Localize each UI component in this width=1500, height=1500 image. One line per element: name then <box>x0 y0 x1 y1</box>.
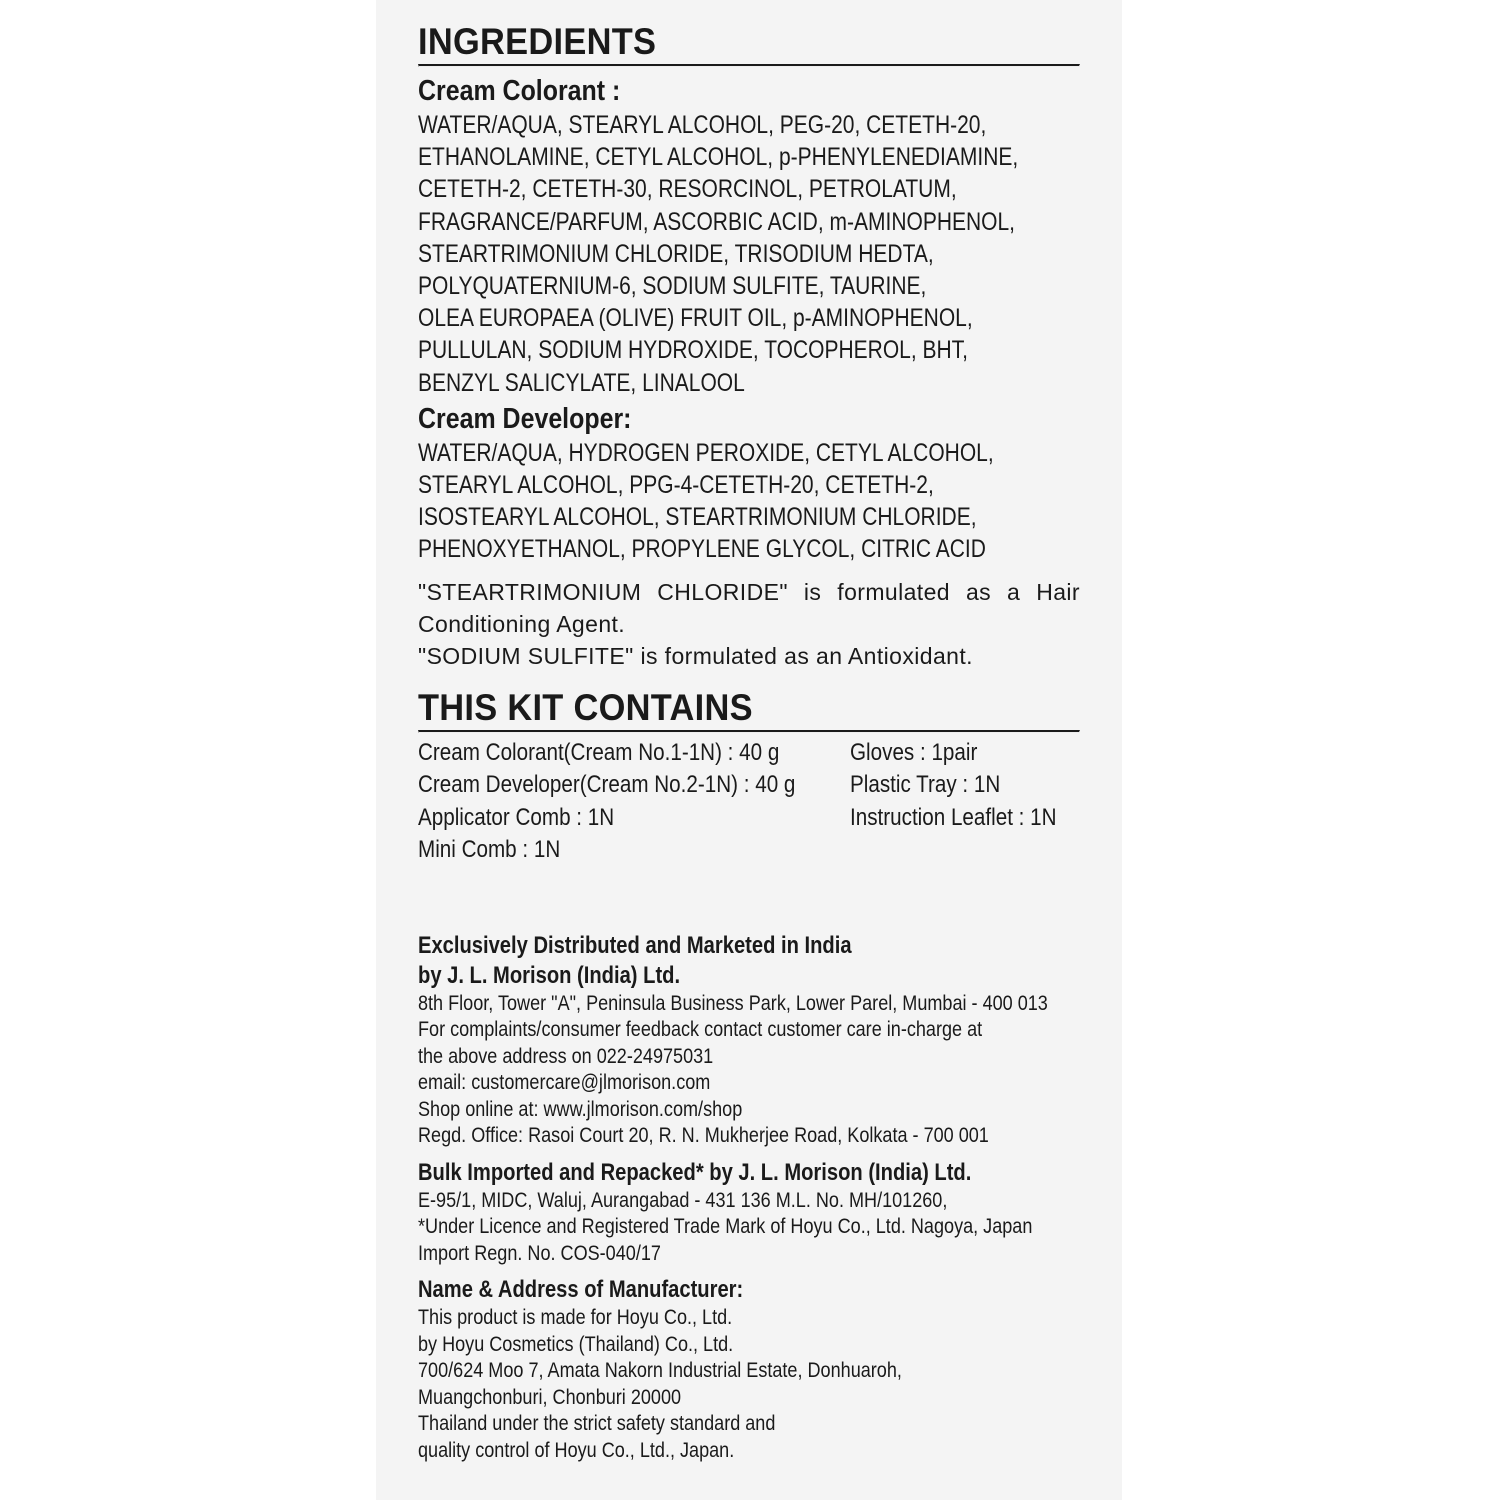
kit-item: Cream Developer(Cream No.2-1N) : 40 g <box>418 771 796 799</box>
colorant-line: FRAGRANCE/PARFUM, ASCORBIC ACID, m-AMINOPHENOL, <box>418 207 1016 236</box>
importer-heading <box>418 1158 1080 1188</box>
colorant-line: STEARTRIMONIUM CHLORIDE, TRISODIUM HEDTA, <box>418 239 934 268</box>
distributor-line: For complaints/consumer feedback contact customer care in-charge at <box>418 1018 983 1042</box>
manufacturer-heading <box>418 1275 1080 1305</box>
ingredients-rule <box>418 64 1080 67</box>
colorant-line: POLYQUATERNIUM-6, SODIUM SULFITE, TAURINE, <box>418 272 927 301</box>
kit-right-column <box>850 737 1090 835</box>
kit-item: Plastic Tray : 1N <box>850 771 1001 799</box>
ingredient-note: "STEARTRIMONIUM CHLORIDE" is formulated as a Hair Conditioning Agent. <box>418 578 1080 637</box>
kit-item: Cream Colorant(Cream No.1-1N) : 40 g <box>418 738 780 766</box>
colorant-list <box>418 109 1080 399</box>
kit-left-column <box>418 737 857 867</box>
kit-contents <box>418 733 1080 863</box>
developer-list <box>418 437 1080 566</box>
importer-line: Import Regn. No. COS-040/17 <box>418 1241 661 1265</box>
manufacturer-line: This product is made for Hoyu Co., Ltd. <box>418 1306 733 1330</box>
distributor-line: the above address on 022-24975031 <box>418 1044 714 1068</box>
distributor-heading-line: by J. L. Morison (India) Ltd. <box>418 961 681 989</box>
kit-item: Instruction Leaflet : 1N <box>850 803 1057 831</box>
colorant-title: Cream Colorant : <box>418 75 621 107</box>
importer-line: *Under Licence and Registered Trade Mark of Hoyu Co., Ltd. Nagoya, Japan <box>418 1215 1033 1239</box>
manufacturer-line: 700/624 Moo 7, Amata Nakorn Industrial Estate, Donhuaroh, <box>418 1359 902 1383</box>
distributor-heading <box>418 931 1080 991</box>
manufacturer-line: Muangchonburi, Chonburi 20000 <box>418 1385 682 1409</box>
kit-heading: THIS KIT CONTAINS <box>418 686 753 728</box>
importer-details <box>418 1188 1080 1268</box>
colorant-line: WATER/AQUA, STEARYL ALCOHOL, PEG-20, CETETH-20, <box>418 111 987 139</box>
colorant-line: OLEA EUROPAEA (OLIVE) FRUIT OIL, p-AMINOPHENOL, <box>418 304 973 333</box>
importer-line: E-95/1, MIDC, Waluj, Aurangabad - 431 136 M.L. No. MH/101260, <box>418 1188 948 1212</box>
distributor-heading-line: Exclusively Distributed and Marketed in India <box>418 931 852 959</box>
colorant-line: ETHANOLAMINE, CETYL ALCOHOL, p-PHENYLENEDIAMINE, <box>418 143 1019 172</box>
developer-line: WATER/AQUA, HYDROGEN PEROXIDE, CETYL ALCOHOL, <box>418 438 994 467</box>
developer-line: ISOSTEARYL ALCOHOL, STEARTRIMONIUM CHLORIDE, <box>418 503 977 532</box>
distributor-shop-url: Shop online at: www.jlmorison.com/shop <box>418 1097 743 1121</box>
colorant-line: PULLULAN, SODIUM HYDROXIDE, TOCOPHEROL, BHT, <box>418 336 969 365</box>
manufacturer-line: quality control of Hoyu Co., Ltd., Japan. <box>418 1438 735 1462</box>
developer-line: STEARYL ALCOHOL, PPG-4-CETETH-20, CETETH-2, <box>418 471 934 500</box>
kit-item: Gloves : 1pair <box>850 738 978 766</box>
developer-title: Cream Developer: <box>418 402 632 435</box>
manufacturer-line: Thailand under the strict safety standard and <box>418 1412 776 1436</box>
kit-item: Applicator Comb : 1N <box>418 803 615 831</box>
developer-line: PHENOXYETHANOL, PROPYLENE GLYCOL, CITRIC ACID <box>418 535 986 564</box>
manufacturer-heading-text: Name & Address of Manufacturer: <box>418 1276 744 1304</box>
distributor-email: email: customercare@jlmorison.com <box>418 1071 711 1095</box>
ingredients-heading: INGREDIENTS <box>418 21 657 62</box>
colorant-line: CETETH-2, CETETH-30, RESORCINOL, PETROLATUM, <box>418 175 957 204</box>
manufacturer-details <box>418 1305 1080 1464</box>
manufacturer-line: by Hoyu Cosmetics (Thailand) Co., Ltd. <box>418 1332 734 1356</box>
distributor-line: 8th Floor, Tower "A", Peninsula Business Park, Lower Parel, Mumbai - 400 013 <box>418 991 1048 1015</box>
kit-item: Mini Comb : 1N <box>418 836 561 864</box>
ingredient-note: "SODIUM SULFITE" is formulated as an Antioxidant. <box>418 642 973 669</box>
distributor-details <box>418 991 1080 1150</box>
importer-heading-text: Bulk Imported and Repacked* by J. L. Morison (India) Ltd. <box>418 1158 972 1186</box>
label-content <box>418 20 1080 1464</box>
distributor-line: Regd. Office: Rasoi Court 20, R. N. Mukherjee Road, Kolkata - 700 001 <box>418 1124 989 1148</box>
colorant-line: BENZYL SALICYLATE, LINALOOL <box>418 368 745 397</box>
